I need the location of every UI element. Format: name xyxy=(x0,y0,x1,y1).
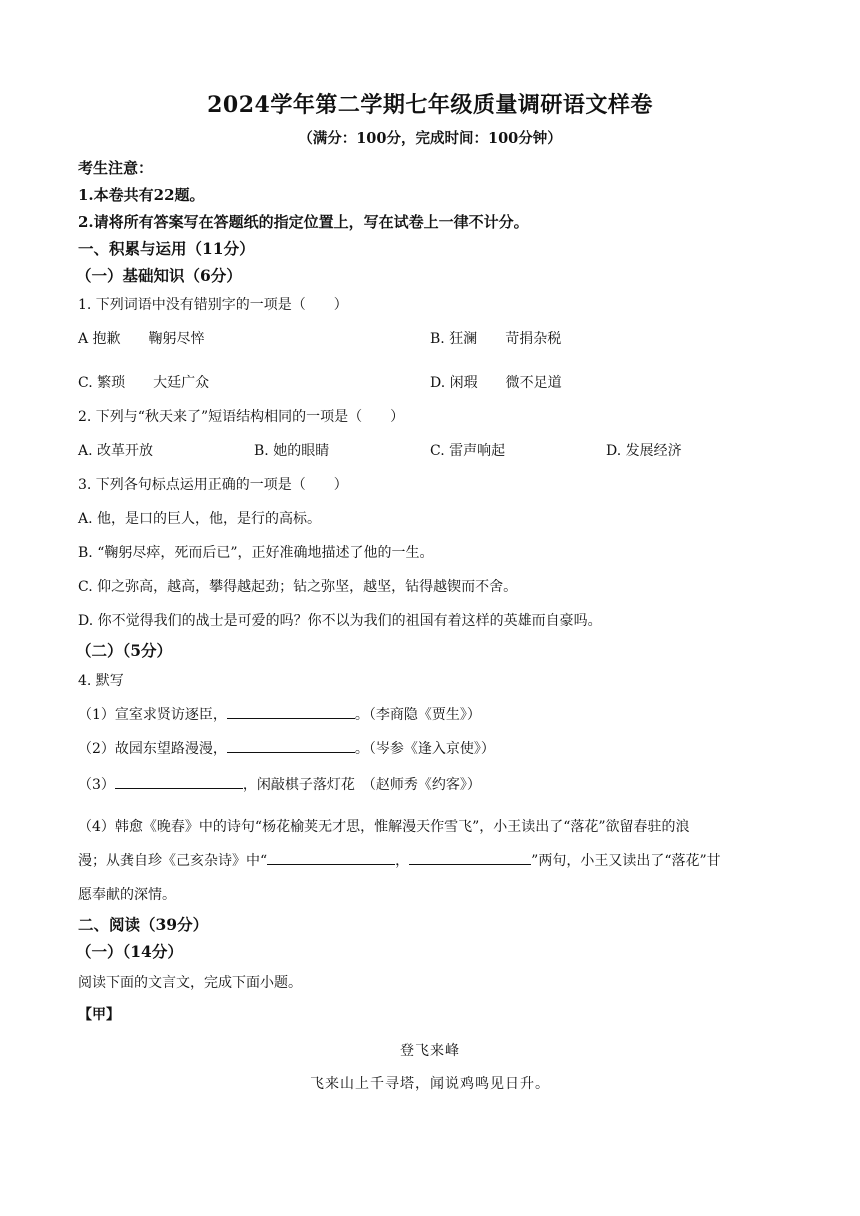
q4-line-4-prefix: 漫；从龚自珍《己亥杂诗》中“ xyxy=(78,853,268,869)
part1-sub2-heading: （二）（5分） xyxy=(76,641,173,660)
q4-line-1 xyxy=(78,704,481,724)
page-subtitle: （满分：100分，完成时间：100分钟） xyxy=(298,130,562,147)
q4-line-1-prefix: （1）宣室求贤访逐臣， xyxy=(78,707,227,723)
q4-line-3 xyxy=(78,774,481,794)
answer-blank[interactable] xyxy=(227,704,355,719)
q1-option-b: B. 狂澜 苛捐杂税 xyxy=(430,331,562,347)
answer-blank[interactable] xyxy=(227,738,355,753)
part1-heading: 一、积累与运用（11分） xyxy=(78,239,255,258)
passage-label: 【甲】 xyxy=(78,1007,120,1023)
q2-option-b: B. 她的眼睛 xyxy=(254,443,330,459)
notice-item: 2.请将所有答案写在答题纸的指定位置上，写在试卷上一律不计分。 xyxy=(78,213,529,231)
question-4-stem: 4. 默写 xyxy=(78,673,124,689)
q3-option-a: A. 他，是口的巨人，他，是行的高标。 xyxy=(78,511,322,527)
q4-line-4-cont xyxy=(78,850,721,870)
poem-title: 登飞来峰 xyxy=(400,1043,460,1059)
page-title: 2024学年第二学期七年级质量调研语文样卷 xyxy=(207,92,653,118)
part2-sub1-heading: （一）（14分） xyxy=(76,942,183,961)
part2-heading: 二、阅读（39分） xyxy=(78,915,209,934)
answer-blank[interactable] xyxy=(115,774,243,789)
q1-option-c: C. 繁琐 大廷广众 xyxy=(78,375,210,391)
poem-line: 飞来山上千寻塔，闻说鸡鸣见日升。 xyxy=(310,1076,550,1092)
q2-option-d: D. 发展经济 xyxy=(606,443,682,459)
question-3-stem: 3. 下列各句标点运用正确的一项是（ ） xyxy=(78,477,348,493)
question-2-stem: 2. 下列与“秋天来了”短语结构相同的一项是（ ） xyxy=(78,409,405,425)
q4-line-2 xyxy=(78,738,495,758)
q4-line-4-suffix: ”两句，小王又读出了“落花”甘 xyxy=(531,853,721,869)
q4-line-4-end: 愿奉献的深情。 xyxy=(78,887,176,903)
q4-line-1-suffix: 。（李商隐《贾生》） xyxy=(354,707,481,723)
q1-option-a: A 抱歉 鞠躬尽悴 xyxy=(78,331,205,347)
answer-blank[interactable] xyxy=(409,850,531,865)
q4-line-2-suffix: 。（岑参《逢入京使》） xyxy=(354,741,495,757)
q2-option-a: A. 改革开放 xyxy=(78,443,154,459)
q4-line-2-prefix: （2）故园东望路漫漫， xyxy=(78,741,227,757)
q3-option-d: D. 你不觉得我们的战士是可爱的吗？你不以为我们的祖国有着这样的英雄而自豪吗。 xyxy=(78,613,602,629)
q3-option-b: B. “鞠躬尽瘁，死而后已”，正好准确地描述了他的一生。 xyxy=(78,545,434,561)
notice-item: 1.本卷共有22题。 xyxy=(78,186,205,204)
notice-heading: 考生注意： xyxy=(78,159,154,177)
question-1-stem: 1. 下列词语中没有错别字的一项是（ ） xyxy=(78,297,348,313)
q4-line-4-comma: ， xyxy=(395,853,410,869)
q4-line-3-suffix: ，闲敲棋子落灯花 （赵师秀《约客》） xyxy=(242,777,481,793)
reading-intro: 阅读下面的文言文，完成下面小题。 xyxy=(78,975,302,991)
q3-option-c: C. 仰之弥高，越高，攀得越起劲；钻之弥坚，越坚，钻得越锲而不舍。 xyxy=(78,579,518,595)
q4-line-4: （4）韩愈《晚春》中的诗句“杨花榆荚无才思，惟解漫天作雪飞”，小王读出了“落花”欲留春驻的浪 xyxy=(78,819,690,835)
q1-option-d: D. 闲瑕 微不足道 xyxy=(430,375,562,391)
part1-sub1-heading: （一）基础知识（6分） xyxy=(76,266,242,285)
answer-blank[interactable] xyxy=(267,850,395,865)
q4-line-3-prefix: （3） xyxy=(78,777,115,793)
q2-option-c: C. 雷声响起 xyxy=(430,443,506,459)
